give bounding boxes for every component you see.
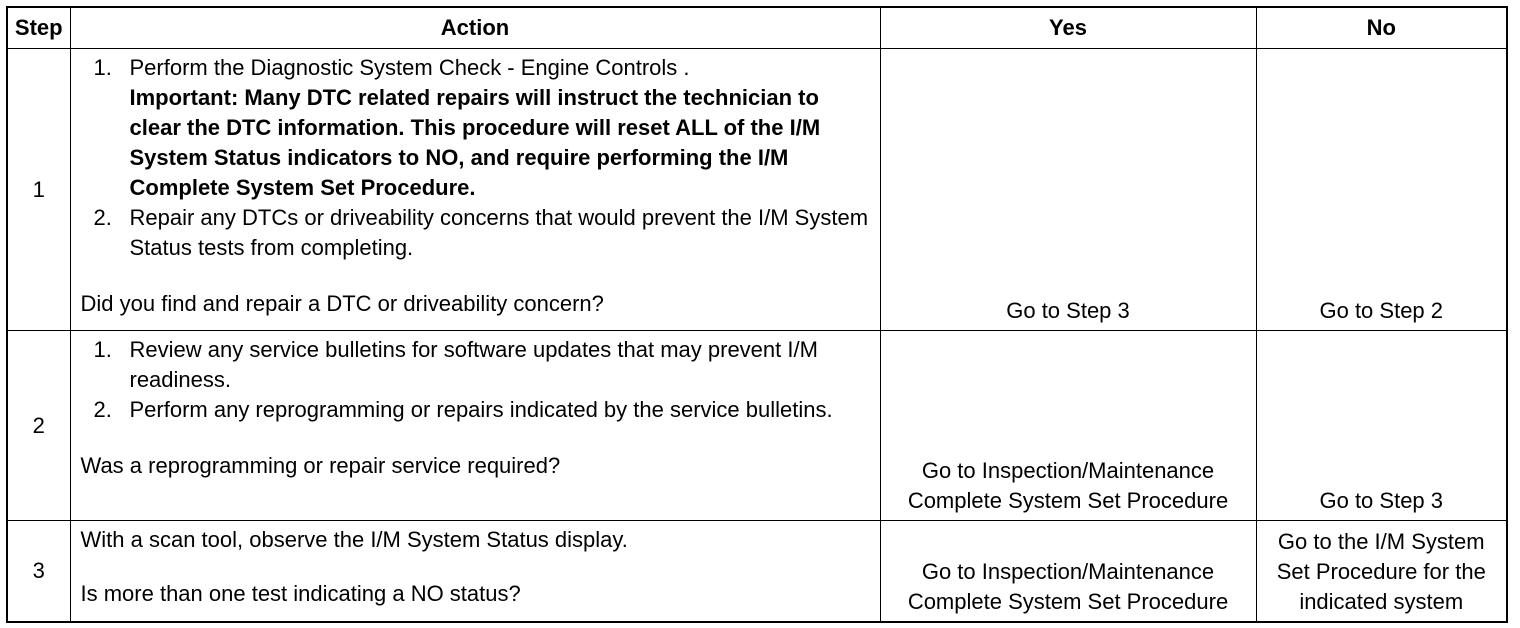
- list-item-text: Perform the Diagnostic System Check - Engine Controls .: [129, 55, 690, 80]
- no-cell: Go to Step 2: [1256, 49, 1507, 331]
- header-no: No: [1256, 7, 1507, 49]
- diagnostic-table: [6, 6, 1508, 623]
- table-row-step-2: [7, 331, 1507, 521]
- action-list: [81, 335, 874, 425]
- action-cell: [70, 331, 880, 521]
- table-row-step-3: [7, 521, 1507, 622]
- yes-cell: Go to Inspection/Maintenance Complete System Set Procedure: [880, 331, 1256, 521]
- header-yes: Yes: [880, 7, 1256, 49]
- step-number: 1: [7, 49, 70, 331]
- header-action: Action: [70, 7, 880, 49]
- question-text: Was a reprogramming or repair service required?: [80, 453, 561, 478]
- list-item: [81, 335, 874, 395]
- question-text: Did you find and repair a DTC or driveability concern?: [80, 291, 604, 316]
- header-step: Step: [7, 7, 70, 49]
- action-cell: [70, 49, 880, 331]
- yes-cell: Go to Inspection/Maintenance Complete System Set Procedure: [880, 521, 1256, 622]
- list-item: [81, 395, 874, 425]
- list-item: [81, 53, 874, 203]
- question-text: Is more than one test indicating a NO status?: [80, 581, 521, 606]
- step-number: 2: [7, 331, 70, 521]
- header-row: [7, 7, 1507, 49]
- yes-cell: Go to Step 3: [880, 49, 1256, 331]
- instruction-text: With a scan tool, observe the I/M System Status display.: [80, 527, 628, 552]
- list-item-number: 2.: [93, 205, 112, 230]
- action-cell: [70, 521, 880, 622]
- list-item-number: 1.: [93, 337, 112, 362]
- list-item-number: 2.: [93, 397, 112, 422]
- list-item-number: 1.: [93, 55, 112, 80]
- action-list: [81, 53, 874, 263]
- list-item-text: Repair any DTCs or driveability concerns that would prevent the I/M System Status tests from completing.: [129, 205, 869, 260]
- list-item: [81, 203, 874, 263]
- table-row-step-1: [7, 49, 1507, 331]
- list-item-text: Review any service bulletins for software updates that may prevent I/M readiness.: [129, 337, 818, 392]
- no-cell: Go to Step 3: [1256, 331, 1507, 521]
- important-note: Important: Many DTC related repairs will instruct the technician to clear the DTC information. This procedure will reset ALL of the I/M System Status indicators to NO, and require performing the I/M Complete System Set Procedure.: [129, 85, 821, 200]
- no-cell: Go to the I/M System Set Procedure for the indicated system: [1256, 521, 1507, 622]
- step-number: 3: [7, 521, 70, 622]
- list-item-text: Perform any reprogramming or repairs indicated by the service bulletins.: [129, 397, 833, 422]
